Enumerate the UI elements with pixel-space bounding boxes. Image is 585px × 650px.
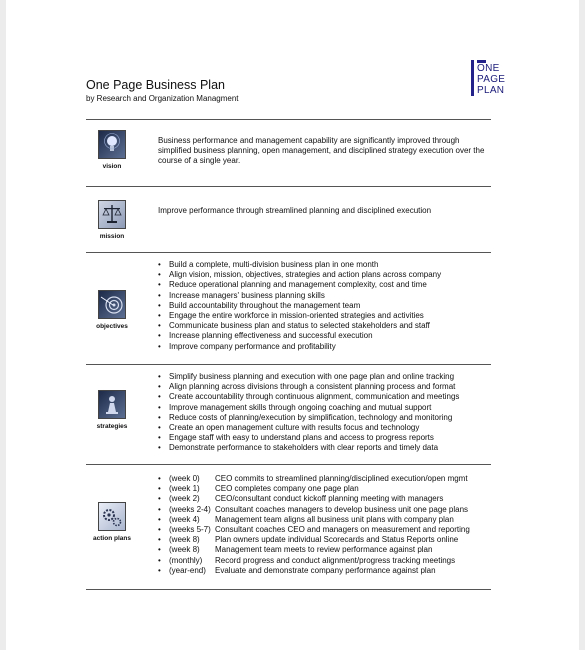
action-plans-label: action plans — [93, 535, 131, 542]
scales-icon — [98, 200, 126, 229]
objectives-icon-block — [86, 290, 138, 330]
action-when: (week 0) — [169, 474, 200, 483]
strategy-item: • Improve management skills through ongoing coaching and mutual support — [158, 403, 488, 413]
action-when: (weeks 2-4) — [169, 504, 211, 514]
action-when: (week 1) — [169, 484, 200, 494]
action-when: (year-end) — [169, 565, 206, 575]
action-when: (week 8) — [169, 535, 200, 545]
vision-text: Business performance and management capability are significantly improved through simplified business planning, open management, and disciplined strategy execution over the course of a single year. — [158, 136, 485, 166]
strategy-item: • Engage staff with easy to understand plans and access to progress reports — [158, 433, 488, 443]
action-item — [158, 566, 488, 576]
strategy-item: • Reduce costs of planning/execution by simplification, technology and monitoring — [158, 413, 488, 423]
logo-line-1: ONE — [477, 63, 500, 74]
objectives-list — [158, 260, 488, 352]
strategy-item: • Create accountability through continuous alignment, communication and meetings — [158, 392, 488, 402]
action-item — [158, 525, 488, 535]
action-what: Record progress and conduct alignment/progress tracking meetings — [215, 555, 456, 565]
action-item — [158, 484, 488, 494]
objectives-label: objectives — [96, 323, 128, 330]
objective-item: • Engage the entire workforce in mission-oriented strategies and activities — [158, 311, 488, 321]
action-when: (weeks 5-7) — [169, 525, 211, 535]
action-what: Management team meets to review performance against plan — [215, 545, 433, 555]
logo-line-3: PLAN — [477, 85, 505, 96]
action-item — [158, 556, 488, 566]
objective-item: • Build accountability throughout the management team — [158, 301, 488, 311]
action-item — [158, 494, 488, 504]
objective-item: • Increase managers' business planning skills — [158, 291, 488, 301]
objective-item: • Build a complete, multi-division business plan in one month — [158, 260, 488, 270]
action-what: CEO/consultant conduct kickoff planning meeting with managers — [215, 494, 444, 504]
divider — [86, 364, 491, 365]
mission-icon-block — [86, 200, 138, 240]
objective-item: • Improve company performance and profitability — [158, 342, 488, 352]
action-item — [158, 505, 488, 515]
logo-line-2: PAGE — [477, 74, 506, 85]
action-when: (week 2) — [169, 494, 200, 504]
action-when: (monthly) — [169, 555, 203, 565]
action-what: Plan owners update individual Scorecards and Status Reports online — [215, 535, 459, 545]
mission-label: mission — [99, 233, 125, 240]
action-item — [158, 474, 488, 484]
page-subtitle: by Research and Organization Managment — [86, 94, 239, 103]
strategy-item: • Simplify business planning and execution with one page plan and online tracking — [158, 372, 488, 382]
action-what: Consultant coaches CEO and managers on measurement and reporting — [215, 525, 470, 535]
action-item — [158, 545, 488, 555]
divider — [86, 119, 491, 120]
one-page-plan-logo — [471, 60, 511, 96]
action-plans-list — [158, 474, 488, 576]
chess-icon — [98, 390, 126, 419]
vision-icon-block — [86, 130, 138, 170]
divider — [86, 464, 491, 465]
objective-item: • Increase planning effectiveness and successful execution — [158, 331, 488, 341]
action-plans-icon-block — [86, 502, 138, 542]
action-what: Consultant coaches managers to develop business unit one page plans — [215, 504, 469, 514]
action-item — [158, 515, 488, 525]
action-what: CEO completes company one page plan — [215, 484, 359, 494]
document-page — [6, 0, 579, 650]
strategy-item: • Create an open management culture with results focus and technology — [158, 423, 488, 433]
objective-item: • Reduce operational planning and management complexity, cost and time — [158, 280, 488, 290]
action-when: (week 8) — [169, 545, 200, 555]
divider — [86, 252, 491, 253]
mission-text: Improve performance through streamlined planning and disciplined execution — [158, 206, 432, 215]
gears-icon — [98, 502, 126, 531]
strategies-list — [158, 372, 488, 454]
objective-item: • Align vision, mission, objectives, strategies and action plans across company — [158, 270, 488, 280]
action-what: Evaluate and demonstrate company performance against plan — [215, 565, 436, 575]
action-what: Management team aligns all business unit plans with company plan — [215, 514, 454, 524]
strategies-icon-block — [86, 390, 138, 430]
target-icon — [98, 290, 126, 319]
strategy-item: • Demonstrate performance to stakeholders with clear reports and timely data — [158, 443, 488, 453]
action-when: (week 4) — [169, 514, 200, 524]
vision-label: vision — [102, 163, 122, 170]
logo-bar — [471, 60, 474, 96]
divider — [86, 589, 491, 590]
action-what: CEO commits to streamlined planning/disciplined execution/open mgmt — [215, 474, 468, 483]
strategies-label: strategies — [96, 423, 128, 430]
action-item — [158, 535, 488, 545]
lightbulb-icon — [98, 130, 126, 159]
objective-item: • Communicate business plan and status to selected stakeholders and staff — [158, 321, 488, 331]
strategy-item: • Align planning across divisions through a consistent planning process and format — [158, 382, 488, 392]
page-title: One Page Business Plan — [86, 78, 225, 92]
divider — [86, 186, 491, 187]
